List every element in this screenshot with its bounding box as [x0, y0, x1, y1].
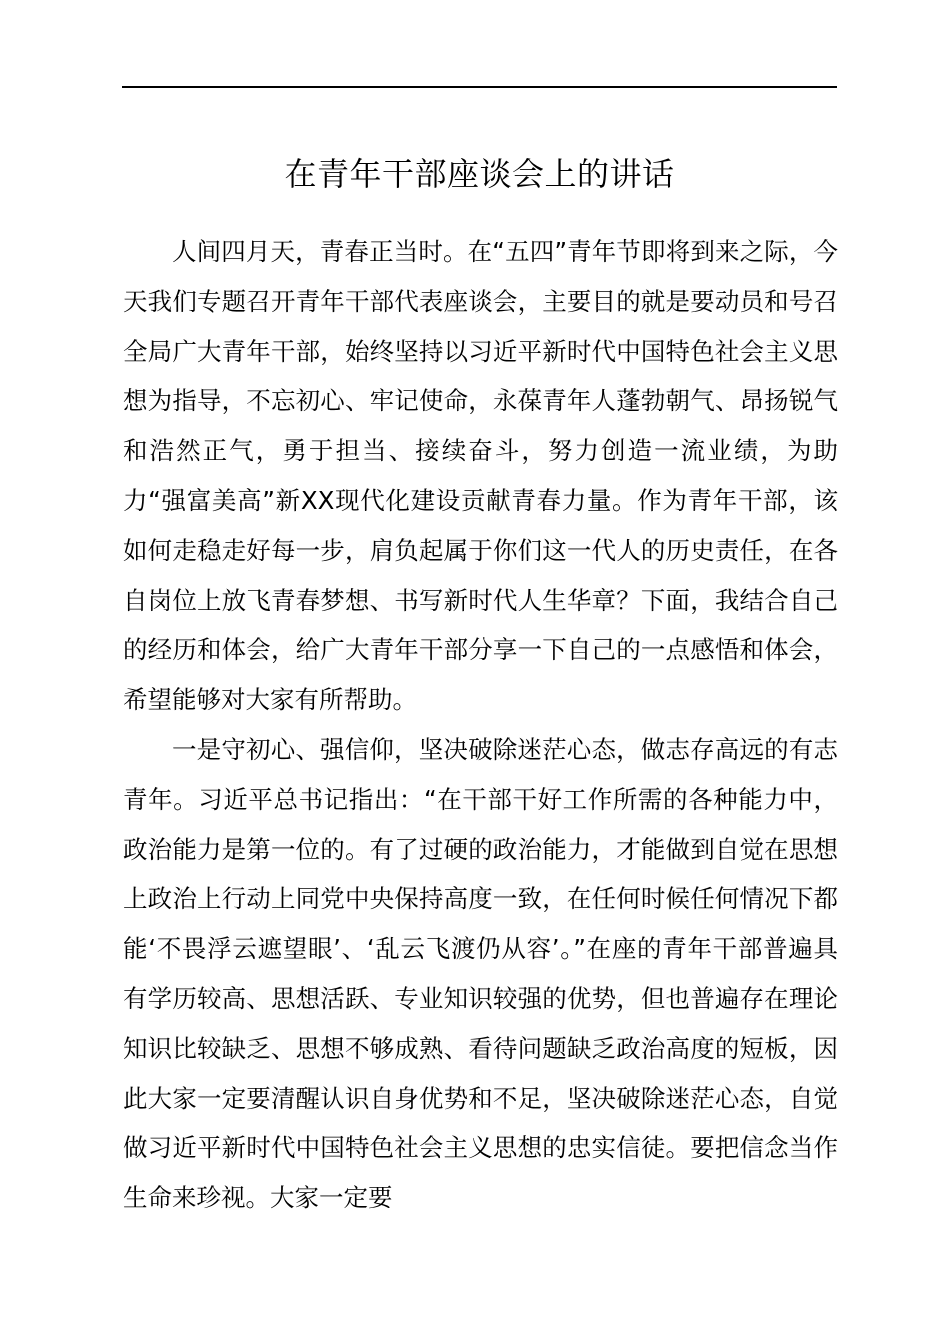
document-body — [123, 227, 838, 1223]
document-title: 在青年干部座谈会上的讲话 — [284, 155, 675, 193]
paragraph-intro: 人间四月天，青春正当时。在“五四”青年节即将到来之际，今天我们专题召开青年干部代表座谈会，主要目的就是要动员和号召全局广大青年干部，始终坚持以习近平新时代中国特色社会主义思想为指导，不忘初心、牢记使命，永葆青年人蓬勃朝气、昂扬锐气和浩然正气，勇于担当、接续奋斗，努力创造一流业绩，为助力“强富美高”新XX现代化建设贡献青春力量。作为青年干部，该如何走稳走好每一步，肩负起属于你们这一代人的历史责任，在各自岗位上放飞青春梦想、书写新时代人生华章？下面，我结合自己的经历和体会，给广大青年干部分享一下自己的一点感悟和体会，希望能够对大家有所帮助。 — [123, 237, 838, 715]
header-rule — [122, 86, 837, 88]
paragraph-point-one: 一是守初心、强信仰，坚决破除迷茫心态，做志存高远的有志青年。习近平总书记指出：“在干部干好工作所需的各种能力中，政治能力是第一位的。有了过硬的政治能力，才能做到自觉在思想上政治上行动上同党中央保持高度一致，在任何时候任何情况下都能‘不畏浮云遮望眼’、‘乱云飞渡仍从容’。”在座的青年干部普遍具有学历较高、思想活跃、专业知识较强的优势，但也普遍存在理论知识比较缺乏、思想不够成熟、看待问题缺乏政治高度的短板，因此大家一定要清醒认识自身优势和不足，坚决破除迷茫心态，自觉做习近平新时代中国特色社会主义思想的忠实信徒。要把信念当作生命来珍视。大家一定要 — [123, 734, 838, 1213]
